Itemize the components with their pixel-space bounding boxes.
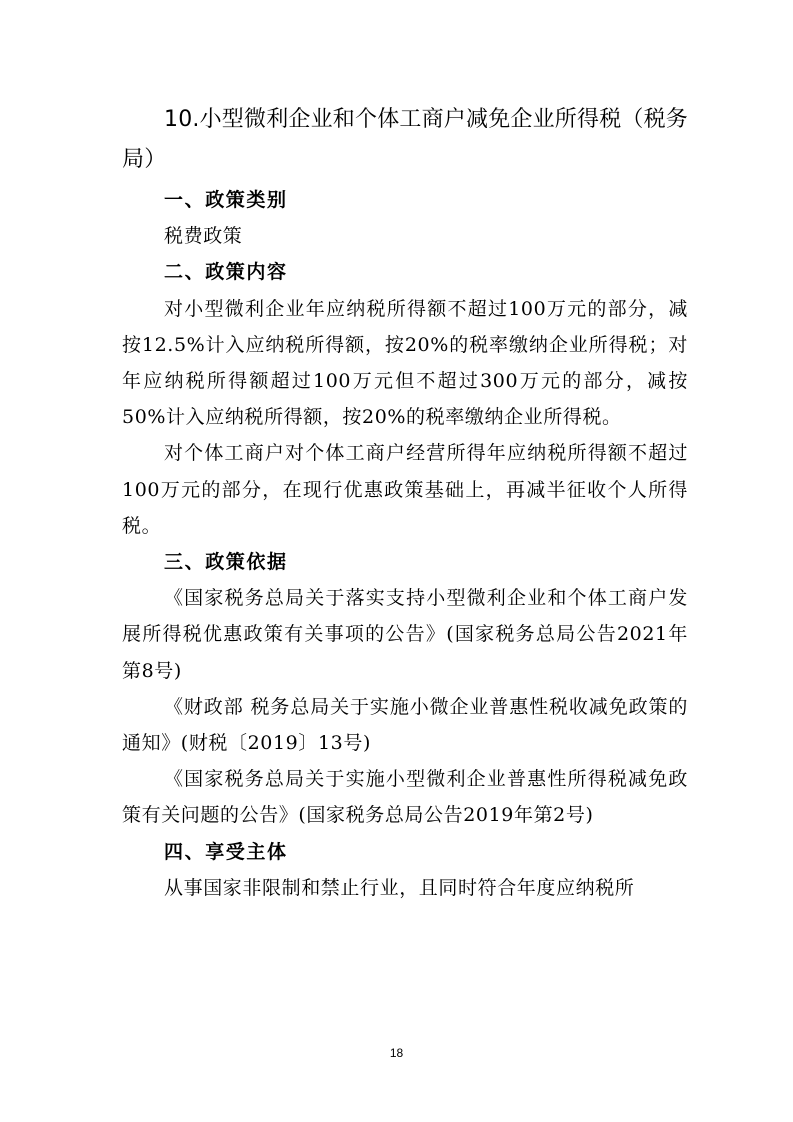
- section-paragraph: 对个体工商户对个体工商户经营所得年应纳税所得额不超过100万元的部分，在现行优惠政策基础上，再减半征收个人所得税。: [122, 442, 688, 537]
- section-paragraph: 《国家税务总局关于实施小型微利企业普惠性所得税减免政策有关问题的公告》(国家税务总局公告2019年第2号): [122, 768, 688, 827]
- section-paragraph: 《财政部 税务总局关于实施小微企业普惠性税收减免政策的通知》(财税〔2019〕13号): [122, 695, 688, 755]
- section-policy-basis: [122, 544, 688, 834]
- section-paragraph: 税费政策: [164, 225, 243, 248]
- document-title: 10.小型微利企业和个体工商户减免企业所得税（税务局）: [122, 107, 688, 172]
- section-heading: 三、政策依据: [164, 551, 288, 574]
- page-number: 18: [389, 1046, 404, 1060]
- section-beneficiary: [122, 834, 688, 906]
- section-heading: 一、政策类别: [164, 189, 288, 211]
- section-policy-content: [122, 254, 688, 544]
- section-paragraph: 对小型微利企业年应纳税所得额不超过100万元的部分，减按12.5%计入应纳税所得额，按20%的税率缴纳企业所得税；对年应纳税所得额超过100万元但不超过300万元的部分，减按50%计入应纳税所得额，按20%的税率缴纳企业所得税。: [122, 297, 688, 429]
- document-body: [122, 182, 688, 906]
- section-policy-category: [122, 182, 688, 254]
- section-paragraph: 《国家税务总局关于落实支持小型微利企业和个体工商户发展所得税优惠政策有关事项的公告》(国家税务总局公告2021年第8号): [122, 587, 688, 682]
- section-paragraph: 从事国家非限制和禁止行业，且同时符合年度应纳税所: [164, 876, 635, 899]
- section-heading: 二、政策内容: [164, 261, 288, 284]
- section-heading: 四、享受主体: [164, 840, 288, 863]
